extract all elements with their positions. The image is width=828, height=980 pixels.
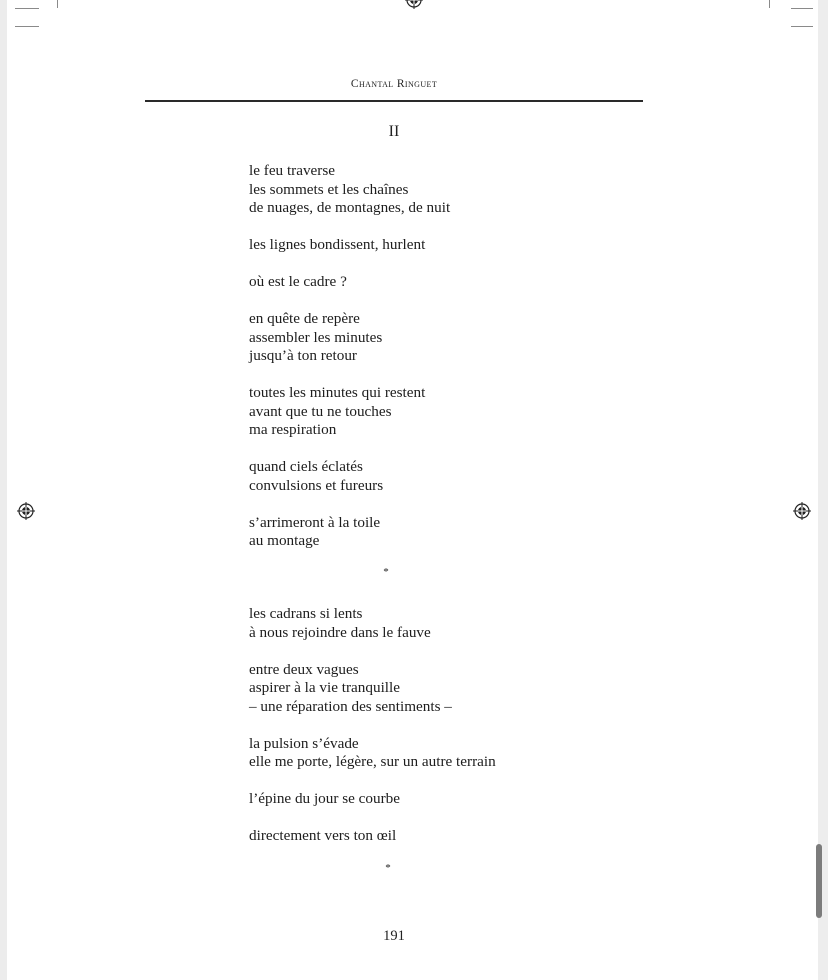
poem-line: au montage [249,532,320,549]
scrollbar-thumb[interactable] [816,844,822,918]
poem-line: les cadrans si lents [249,605,363,622]
stanza [249,384,649,440]
poem-line: l’épine du jour se courbe [249,790,400,807]
section-title: II [388,123,400,140]
poem-line: ma respiration [249,421,337,438]
poem-line: la pulsion s’évade [249,734,359,752]
stanza [249,605,649,642]
poem-line: avant que tu ne touches [249,402,392,420]
poem-line: le feu traverse [249,162,336,179]
poem-line: quand ciels éclatés [249,458,363,475]
poem-line: à nous rejoindre dans le fauve [249,623,431,641]
poem-line: aspirer à la vie tranquille [249,679,400,696]
crop-mark-top-right-h [791,8,813,9]
poem-line: convulsions et fureurs [249,476,384,494]
registration-target-icon [793,502,811,520]
running-head: Chantal Ringuet [350,78,438,90]
page-number: 191 [383,928,405,944]
poem-line: en quête de repère [249,310,360,327]
registration-target-icon [17,502,35,520]
stanza [249,827,649,846]
poem-line: s’arrimeront à la toile [249,513,381,531]
poem-line: où est le cadre ? [249,273,347,290]
poem-line: – une réparation des sentiments – [249,697,452,715]
crop-mark-top-left-v [57,0,58,8]
poem-line: jusqu’à ton retour [249,347,357,364]
scrollbar-track[interactable] [818,0,828,980]
document-page [7,0,818,980]
poem-line: assembler les minutes [249,328,383,346]
stanza [249,162,649,218]
poem-line: les lignes bondissent, hurlent [249,236,426,253]
poem-line: toutes les minutes qui restent [249,384,426,401]
stanza [249,661,649,717]
crop-mark-top-left-h2 [15,26,39,27]
stanza [249,735,649,772]
registration-target-icon [405,0,423,9]
poem-line: directement vers ton œil [249,827,397,844]
stanza [249,310,649,366]
stanza [249,273,649,292]
crop-mark-top-right-v [769,0,770,8]
poem-part-1 [249,162,649,569]
stanza [249,236,649,255]
poem-line: les sommets et les chaînes [249,180,409,198]
section-separator: * [383,566,389,578]
poem-line: entre deux vagues [249,660,359,678]
poem-line: de nuages, de montagnes, de nuit [249,199,451,216]
poem-part-2 [249,605,649,864]
stanza [249,458,649,495]
section-separator: * [385,862,391,874]
header-rule [145,100,643,102]
stanza [249,514,649,551]
poem-line: elle me porte, légère, sur un autre terrain [249,753,496,770]
crop-mark-top-right-h2 [791,26,813,27]
stanza [249,790,649,809]
crop-mark-top-left-h [15,8,39,9]
